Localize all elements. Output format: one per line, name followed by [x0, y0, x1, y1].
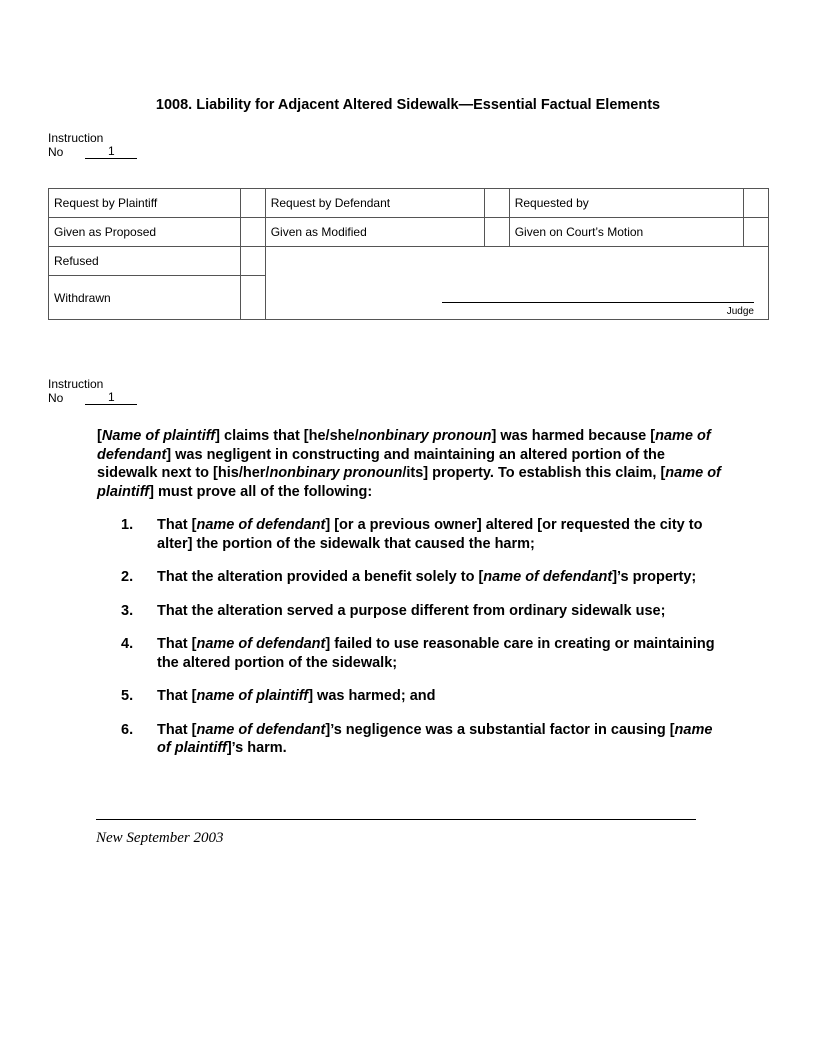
- instruction-title: 1008. Liability for Adjacent Altered Sidewalk—Essential Factual Elements: [155, 97, 661, 113]
- footer-divider: [96, 819, 696, 820]
- placeholder-text: nonbinary pronoun: [269, 465, 403, 481]
- given-on-courts-motion-checkbox[interactable]: [744, 218, 769, 247]
- text-segment: ]’s harm.: [226, 740, 287, 756]
- text-segment: ] was harmed; and: [308, 688, 436, 704]
- elements-list: [97, 516, 727, 758]
- element-number: 1.: [121, 517, 134, 533]
- element-number: 5.: [121, 688, 134, 704]
- given-on-courts-motion-label: Given on Court’s Motion: [509, 218, 743, 247]
- text-segment: ]’s negligence was a substantial factor in causing [: [325, 721, 675, 738]
- element-text: [157, 516, 727, 553]
- element-item: [97, 516, 727, 553]
- text-segment: ] must prove all of the following:: [149, 483, 373, 500]
- element-item: [97, 635, 727, 672]
- instruction-number-block-top: [48, 131, 137, 159]
- text-segment: ]’s property;: [612, 569, 697, 585]
- refused-checkbox[interactable]: [240, 247, 265, 276]
- text-segment: That [: [157, 636, 197, 652]
- placeholder-text: name of defendant: [196, 636, 326, 652]
- element-item: [97, 721, 727, 758]
- text-segment: ] failed to use reasonable care in creating or maintaining the altered portion of the sidewalk;: [157, 636, 715, 671]
- instruction-number: 1: [85, 391, 137, 405]
- element-text: [157, 635, 727, 672]
- given-as-proposed-label: Given as Proposed: [49, 218, 241, 247]
- request-by-plaintiff-checkbox[interactable]: [240, 189, 265, 218]
- judge-signature-line[interactable]: [442, 302, 754, 303]
- text-segment: ] [or a previous owner] altered [or requested the city to alter] the portion of the sidewalk that caused the harm;: [157, 517, 703, 552]
- text-segment: ] was negligent in constructing and maintaining an altered portion of the sidewalk next to [his/her/: [97, 446, 665, 481]
- element-text: [157, 721, 727, 758]
- withdrawn-checkbox[interactable]: [240, 276, 265, 320]
- placeholder-text: name of plaintiff: [196, 688, 309, 704]
- request-status-table: [48, 188, 769, 320]
- element-text: [157, 602, 727, 621]
- text-segment: /its] property. To establish this claim, [: [402, 465, 666, 481]
- instruction-body: [97, 427, 727, 773]
- placeholder-text: name of defendant: [196, 517, 326, 533]
- revision-note: New September 2003: [96, 830, 224, 846]
- placeholder-text: name of defendant: [483, 569, 613, 585]
- requested-by-checkbox[interactable]: [744, 189, 769, 218]
- placeholder-text: Name of plaintiff: [101, 428, 216, 444]
- element-text: [157, 687, 727, 706]
- text-segment: That [: [157, 688, 197, 704]
- intro-paragraph: [97, 427, 727, 501]
- element-number: 3.: [121, 602, 134, 619]
- instruction-number: 1: [85, 145, 137, 159]
- element-number: 4.: [121, 636, 134, 652]
- text-segment: ] claims that [he/she/: [215, 428, 359, 444]
- request-by-plaintiff-label: Request by Plaintiff: [49, 189, 241, 218]
- placeholder-text: name of defendant: [196, 721, 326, 738]
- requested-by-label: Requested by: [509, 189, 743, 218]
- instruction-label: Instruction: [48, 377, 104, 391]
- instruction-no-label: No: [48, 145, 64, 159]
- element-number: 2.: [121, 569, 134, 585]
- text-segment: That the alteration served a purpose different from ordinary sidewalk use;: [157, 602, 666, 619]
- instruction-number-block-body: [48, 377, 137, 405]
- element-text: [157, 568, 727, 587]
- element-item: [97, 568, 727, 587]
- given-as-proposed-checkbox[interactable]: [240, 218, 265, 247]
- element-item: [97, 602, 727, 621]
- text-segment: That the alteration provided a benefit solely to [: [157, 569, 484, 585]
- judge-signature-area: [265, 247, 768, 320]
- element-item: [97, 687, 727, 706]
- placeholder-text: nonbinary pronoun: [358, 428, 492, 444]
- placeholder-text: name of defendant: [97, 428, 711, 463]
- placeholder-text: name of plaintiff: [97, 465, 721, 500]
- given-as-modified-label: Given as Modified: [265, 218, 484, 247]
- text-segment: [: [97, 428, 102, 444]
- element-number: 6.: [121, 721, 134, 738]
- text-segment: That [: [157, 517, 197, 533]
- placeholder-text: name of plaintiff: [157, 721, 713, 756]
- refused-label: Refused: [49, 247, 241, 276]
- withdrawn-label: Withdrawn: [49, 276, 241, 320]
- instruction-label: Instruction: [48, 131, 104, 145]
- instruction-no-label: No: [48, 391, 64, 405]
- given-as-modified-checkbox[interactable]: [484, 218, 509, 247]
- text-segment: ] was harmed because [: [491, 428, 656, 444]
- text-segment: That [: [157, 721, 197, 738]
- request-by-defendant-checkbox[interactable]: [484, 189, 509, 218]
- judge-label: Judge: [726, 306, 754, 317]
- request-by-defendant-label: Request by Defendant: [265, 189, 484, 218]
